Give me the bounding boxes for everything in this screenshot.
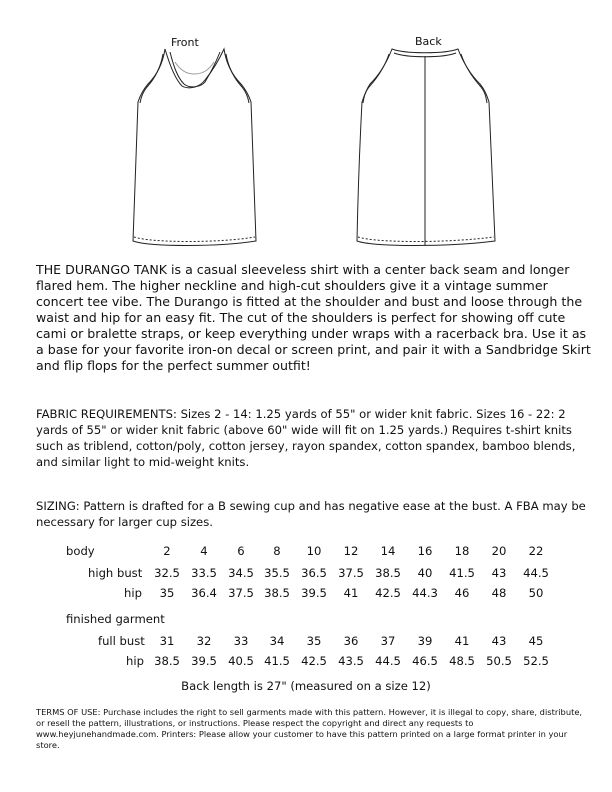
finished-hip-cell: 42.5	[301, 654, 327, 668]
finished-hip-cell: 39.5	[191, 654, 217, 668]
body-hip-cell: 36.4	[191, 586, 217, 600]
pattern-description: THE DURANGO TANK is a casual sleeveless shirt with a center back seam and longer flared hem. The higher neckline and high-cut shoulders give it a vintage summer concert tee vibe. The Durango is fitted at the shoulder and bust and loose through the waist and hip for an easy fit. The cut of the shoulders is perfect for showing off cute cami or bralette straps, or keep everything under wraps with a racerback bra. Use it as a base for your favorite iron-on decal or screen print, and pair it with a Sandbridge Skirt and flip flops for the perfect summer outfit!	[36, 262, 591, 373]
back-length-note: Back length is 27" (measured on a size 12)	[181, 679, 431, 693]
size-cell: 18	[454, 544, 470, 558]
body-heading: body	[66, 544, 95, 558]
back-tank-illustration	[0, 0, 612, 260]
body-hip-cell: 35	[159, 586, 175, 600]
high-bust-cell: 36.5	[301, 566, 327, 580]
fabric-requirements: FABRIC REQUIREMENTS: Sizes 2 - 14: 1.25 yards of 55" or wider knit fabric. Sizes 16 - 22: 2 yards of 55" or wider knit fabric (above 60" wide will fit on 1.25 yards.) Requires t-shirt knits such as triblend, cotton/poly, cotton jersey, rayon spandex, cotton spandex, bamboo blends, and similar light to mid-weight knits.	[36, 407, 576, 469]
full-bust-label: full bust	[98, 634, 145, 648]
size-cell: 22	[528, 544, 544, 558]
finished-heading: finished garment	[66, 612, 165, 626]
high-bust-cell: 37.5	[338, 566, 364, 580]
size-cell: 2	[163, 544, 171, 558]
high-bust-label: high bust	[88, 566, 143, 580]
terms-of-use: TERMS OF USE: Purchase includes the right to sell garments made with this pattern. However, it is illegal to copy, share, distribute, or resell the pattern, illustrations, or instructions. Please respect the copyright and direct any requests to www.heyjunehandmade.com. Printers: Please allow your customer to have this pattern printed on a large format printer in your store.	[36, 707, 583, 750]
body-hip-cell: 42.5	[375, 586, 401, 600]
size-cell: 4	[200, 544, 208, 558]
high-bust-cell: 40	[417, 566, 433, 580]
size-cell: 14	[380, 544, 396, 558]
full-bust-cell: 45	[528, 634, 544, 648]
sizing-note: SIZING: Pattern is drafted for a B sewing cup and has negative ease at the bust. A FBA may be necessary for larger cup sizes.	[36, 499, 586, 529]
front-view-label: Front	[171, 36, 199, 49]
full-bust-cell: 31	[159, 634, 175, 648]
full-bust-cell: 41	[454, 634, 470, 648]
finished-hip-label: hip	[126, 654, 144, 668]
full-bust-cell: 32	[196, 634, 212, 648]
finished-hip-cell: 40.5	[228, 654, 254, 668]
body-hip-cell: 50	[528, 586, 544, 600]
size-cell: 6	[237, 544, 245, 558]
body-hip-cell: 38.5	[264, 586, 290, 600]
finished-hip-cell: 52.5	[523, 654, 549, 668]
full-bust-cell: 33	[233, 634, 249, 648]
full-bust-cell: 39	[417, 634, 433, 648]
high-bust-cell: 34.5	[228, 566, 254, 580]
high-bust-cell: 44.5	[523, 566, 549, 580]
body-hip-cell: 41	[343, 586, 359, 600]
high-bust-cell: 43	[491, 566, 507, 580]
body-hip-cell: 39.5	[301, 586, 327, 600]
full-bust-cell: 43	[491, 634, 507, 648]
size-cell: 12	[343, 544, 359, 558]
high-bust-cell: 38.5	[375, 566, 401, 580]
full-bust-cell: 34	[269, 634, 285, 648]
finished-hip-cell: 46.5	[412, 654, 438, 668]
size-cell: 20	[491, 544, 507, 558]
high-bust-cell: 41.5	[449, 566, 475, 580]
high-bust-cell: 32.5	[154, 566, 180, 580]
high-bust-cell: 33.5	[191, 566, 217, 580]
body-hip-cell: 48	[491, 586, 507, 600]
body-hip-label: hip	[124, 586, 142, 600]
size-cell: 16	[417, 544, 433, 558]
body-hip-cell: 37.5	[228, 586, 254, 600]
size-cell: 8	[273, 544, 281, 558]
high-bust-cell: 35.5	[264, 566, 290, 580]
finished-hip-cell: 41.5	[264, 654, 290, 668]
finished-hip-cell: 43.5	[338, 654, 364, 668]
finished-hip-cell: 44.5	[375, 654, 401, 668]
size-chart	[0, 540, 612, 670]
full-bust-cell: 37	[380, 634, 396, 648]
finished-hip-cell: 50.5	[486, 654, 512, 668]
body-hip-cell: 46	[454, 586, 470, 600]
full-bust-cell: 35	[306, 634, 322, 648]
size-cell: 10	[306, 544, 322, 558]
finished-hip-cell: 38.5	[154, 654, 180, 668]
full-bust-cell: 36	[343, 634, 359, 648]
back-view-label: Back	[415, 35, 442, 48]
finished-hip-cell: 48.5	[449, 654, 475, 668]
body-hip-cell: 44.3	[412, 586, 438, 600]
